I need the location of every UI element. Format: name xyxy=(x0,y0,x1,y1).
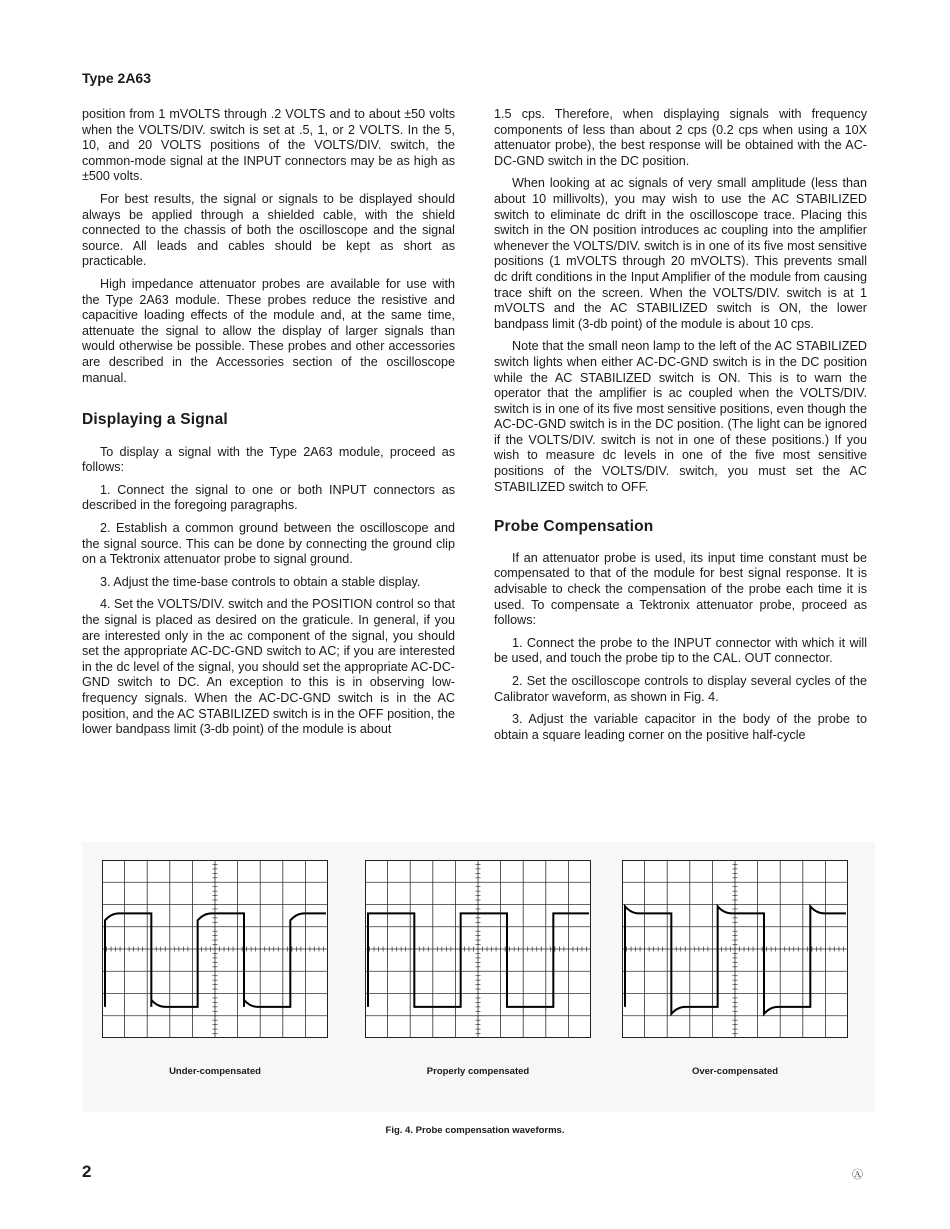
paragraph: 2. Establish a common ground between the oscilloscope and the signal source. This can be done by connecting the ground clip on a Tektronix attenuator probe to signal ground. xyxy=(82,521,455,567)
paragraph: If an attenuator probe is used, its input time constant must be compensated to that of the module for best signal response. It is advisable to check the compensation of the probe each time it is used. To compensate a Tektronix attenuator probe, proceed as follows: xyxy=(494,550,867,628)
scope-under-compensated xyxy=(102,860,328,1038)
paragraph: 1. Connect the probe to the INPUT connector with which it will be used, and touch the probe tip to the CAL. OUT connector. xyxy=(494,635,867,666)
figure-caption: Under-compensated xyxy=(169,1066,261,1077)
paragraph: 1. Connect the signal to one or both INPUT connectors as described in the foregoing paragraphs. xyxy=(82,482,455,513)
paragraph: 3. Adjust the variable capacitor in the body of the probe to obtain a square leading corner on the positive half-cycle xyxy=(494,712,867,742)
left-column xyxy=(82,107,455,745)
page-number: 2 xyxy=(82,1162,92,1181)
section-heading: Probe Compensation xyxy=(494,518,654,536)
figure-title: Fig. 4. Probe compensation waveforms. xyxy=(385,1125,565,1136)
paragraph: 4. Set the VOLTS/DIV. switch and the POSITION control so that the signal is placed as desired on the graticule. In general, if you are interested only in the ac component of the signal, you should set the appropriate AC-DC-GND switch to AC; if you are interested in the dc level of the signal, you should set the appropriate AC-DC-GND switch to DC. An exception to this is in observing low-frequency signals. When the AC-DC-GND switch is in the AC position, and the AC STABILIZED switch is in the OFF position, the lower bandpass limit (3-db point) of the module is about xyxy=(82,597,455,737)
paragraph: When looking at ac signals of very small amplitude (less than about 10 millivolts), you may wish to use the AC STABILIZED switch to eliminate dc drift in the oscilloscope trace. Placing this switch in the ON position introduces ac coupling into the amplifier whenever the VOLTS/DIV. switch is in one of its five most sensitive positions (1 mVOLTS through 20 mVOLTS). This prevents small dc drift conditions in the Input Amplifier of the module from causing trace shift on the screen. When the VOLTS/DIV. switch is at 1 mVOLTS and the AC STABILIZED switch is ON, the lower bandpass limit (3-db point) of the module is about 10 cps. xyxy=(494,176,867,331)
scope-over-compensated xyxy=(622,860,848,1038)
section-heading: Displaying a Signal xyxy=(82,411,228,429)
paragraph: 2. Set the oscilloscope controls to display several cycles of the Calibrator waveform, as shown in Fig. 4. xyxy=(494,674,867,704)
figure-caption: Over-compensated xyxy=(691,1066,779,1077)
paragraph: 3. Adjust the time-base controls to obtain a stable display. xyxy=(100,574,421,589)
paragraph: 1.5 cps. Therefore, when displaying signals with frequency components of less than about 2 cps (0.2 cps when using a 10X attenuator probe), the best response will be obtained with the AC-DC-GND switch in the DC position. xyxy=(494,107,867,168)
paragraph: For best results, the signal or signals to be displayed should always be applied through a shielded cable, with the shield connected to the chassis of both the oscilloscope and the signal source. All leads and cables should be kept as short as practicable. xyxy=(82,191,455,269)
paragraph: Note that the small neon lamp to the left of the AC STABILIZED switch lights when either AC-DC-GND switch is in the DC position while the AC STABILIZED switch is ON. This is to warn the operator that the amplifier is ac coupled when the VOLTS/DIV. switch is in one of its five most sensitive positions, even though the AC-DC-GND switch is in the DC position. (The light can be ignored if the VOLTS/DIV. switch is not in one of these positions.) If you wish to measure dc levels in one of the five most sensitive positions of the VOLTS/DIV. switch, you must set the AC STABILIZED switch to OFF. xyxy=(494,339,867,494)
paragraph: High impedance attenuator probes are available for use with the Type 2A63 module. These probes reduce the resistive and capacitive loading effects of the module and, at the same time, attenuate the signal to allow the display of larger signals than would otherwise be possible. These probes and other accessories are described in the Accessories section of the oscilloscope manual. xyxy=(82,276,455,385)
paragraph: position from 1 mVOLTS through .2 VOLTS and to about ±50 volts when the VOLTS/DIV. switch is set at .5, 1, or 2 VOLTS. In the 5, 10, and 20 VOLTS positions of the VOLTS/DIV. switch, the common-mode signal at the INPUT connectors may be as high as ±500 volts. xyxy=(82,107,455,184)
scope-properly-compensated xyxy=(365,860,591,1038)
figure-caption: Properly compensated xyxy=(426,1066,530,1077)
paragraph: To display a signal with the Type 2A63 module, proceed as follows: xyxy=(82,444,455,475)
right-column xyxy=(494,107,867,750)
figure-panel xyxy=(82,842,875,1112)
page-header: Type 2A63 xyxy=(82,70,151,86)
tektronix-logo: Ⓐ xyxy=(852,1169,863,1181)
